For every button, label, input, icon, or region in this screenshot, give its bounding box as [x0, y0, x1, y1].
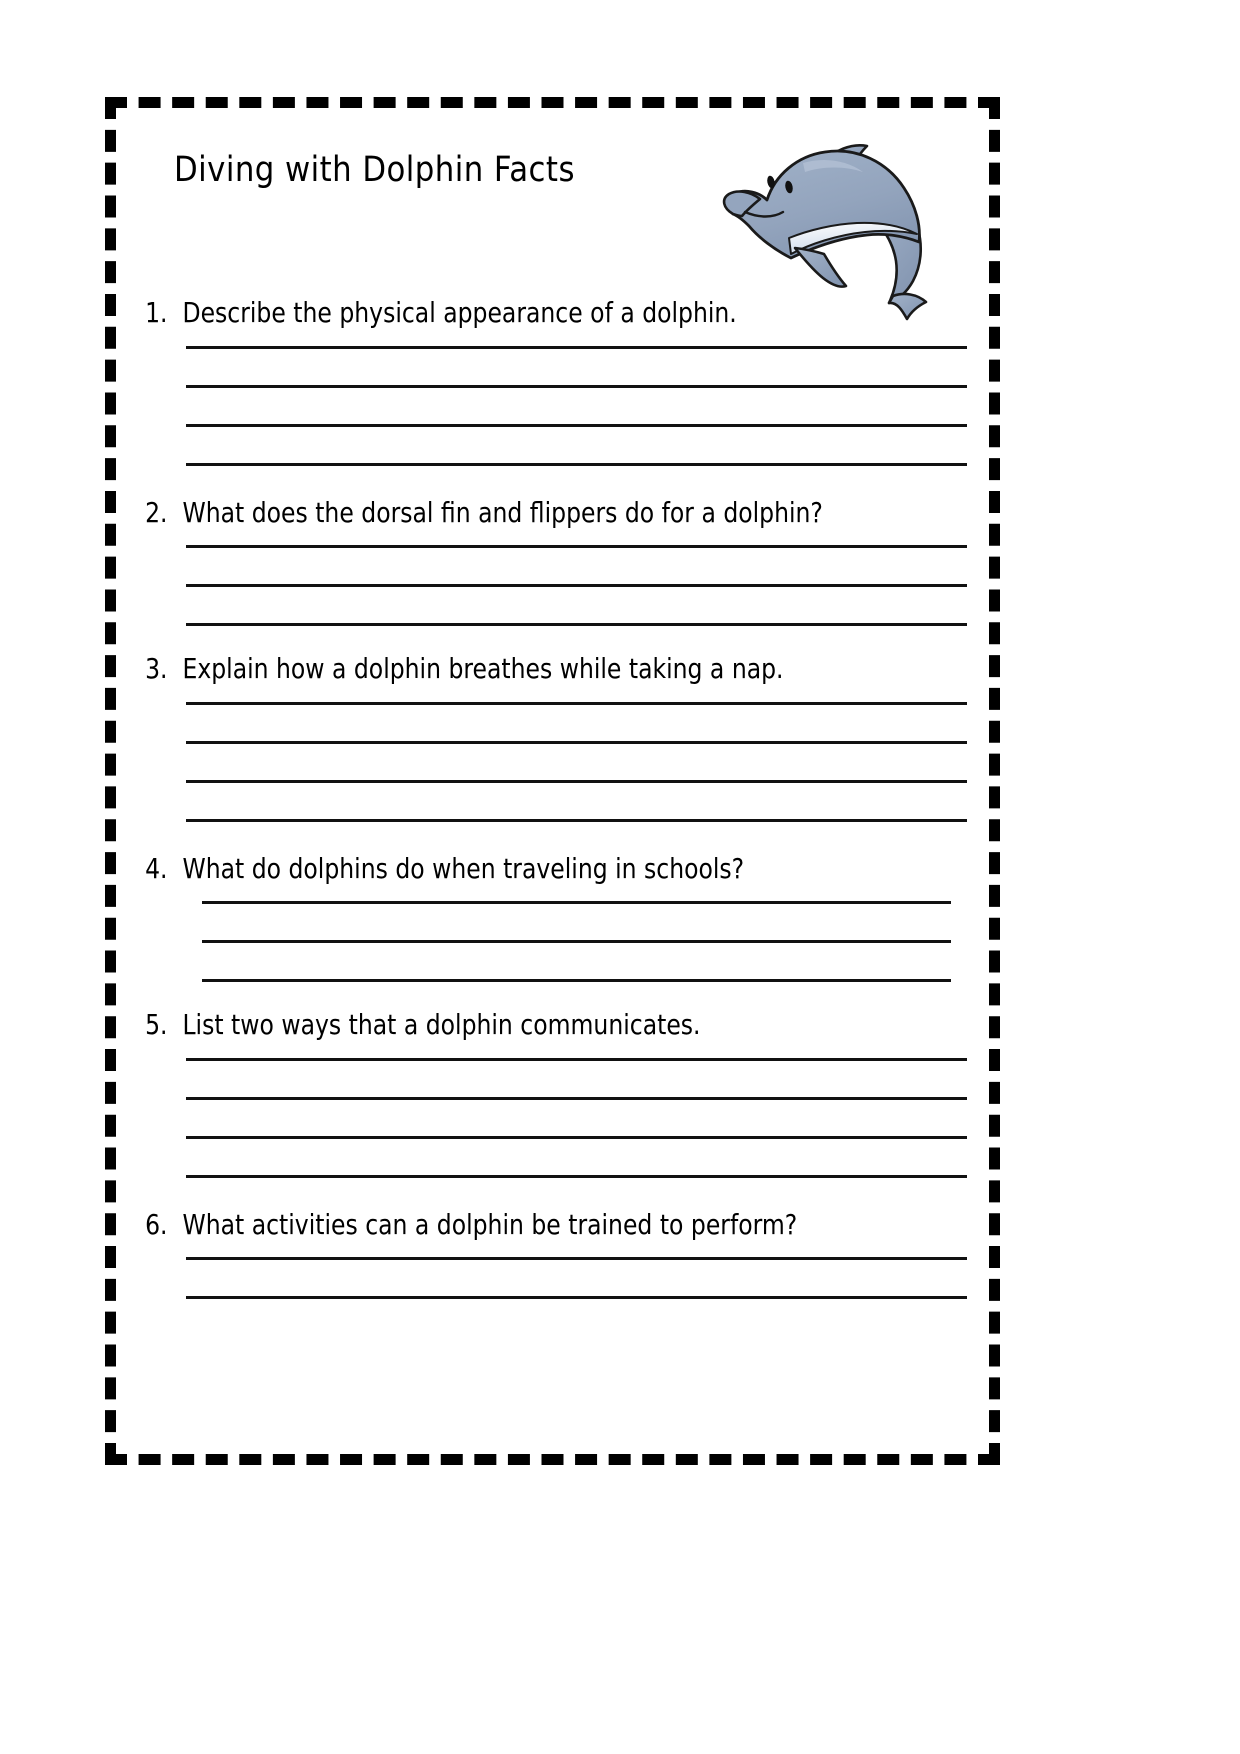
answer-line[interactable]: [186, 545, 967, 548]
question-spacer: [116, 626, 989, 656]
answer-lines-group: [116, 702, 989, 822]
question-prompt: What does the dorsal fin and flippers do for a dolphin?: [182, 496, 823, 529]
answer-lines-group: [116, 901, 989, 982]
worksheet-border-frame: [105, 97, 1000, 1465]
answer-lines-group: [116, 346, 989, 466]
answer-line[interactable]: [186, 1058, 967, 1061]
question-block: [116, 1009, 989, 1212]
answer-lines-group: [116, 1257, 989, 1299]
question-text: [116, 653, 862, 685]
answer-line[interactable]: [186, 385, 967, 388]
question-text: [116, 1009, 862, 1041]
answer-line[interactable]: [186, 424, 967, 427]
question-number: 1.: [145, 297, 168, 329]
question-number: 2.: [145, 496, 168, 529]
question-text: [116, 496, 862, 529]
question-block: [116, 297, 989, 500]
question-text: [116, 852, 862, 885]
question-prompt: What do dolphins do when traveling in schools?: [182, 852, 745, 885]
answer-lines-group: [116, 1058, 989, 1178]
answer-lines-group: [116, 545, 989, 626]
answer-line[interactable]: [202, 901, 951, 904]
answer-line[interactable]: [202, 940, 951, 943]
question-block: [116, 496, 989, 657]
answer-line[interactable]: [186, 1097, 967, 1100]
answer-line[interactable]: [186, 1136, 967, 1139]
question-text: [116, 297, 862, 329]
question-number: 6.: [145, 1208, 168, 1241]
answer-line[interactable]: [186, 346, 967, 349]
question-block: [116, 852, 989, 1013]
question-number: 4.: [145, 852, 168, 885]
dolphin-flipper-shape: [795, 248, 846, 287]
page-title: Diving with Dolphin Facts: [174, 150, 575, 190]
answer-line[interactable]: [186, 1257, 967, 1260]
dolphin-illustration: [671, 130, 951, 320]
question-number: 5.: [145, 1009, 168, 1041]
question-prompt: What activities can a dolphin be trained to perform?: [182, 1208, 798, 1241]
answer-line[interactable]: [186, 702, 967, 705]
question-prompt: Describe the physical appearance of a dolphin.: [182, 297, 737, 329]
worksheet-header: [116, 108, 989, 313]
question-spacer: [116, 466, 989, 500]
answer-line[interactable]: [186, 584, 967, 587]
answer-line[interactable]: [186, 741, 967, 744]
question-block: [116, 653, 989, 856]
question-prompt: List two ways that a dolphin communicates.: [182, 1009, 701, 1041]
questions-list: [116, 297, 989, 1329]
question-number: 3.: [145, 653, 168, 685]
question-text: [116, 1208, 862, 1241]
answer-line[interactable]: [186, 780, 967, 783]
question-spacer: [116, 982, 989, 1012]
question-spacer: [116, 1178, 989, 1212]
question-block: [116, 1208, 989, 1330]
question-spacer: [116, 822, 989, 856]
question-prompt: Explain how a dolphin breathes while taking a nap.: [182, 653, 784, 685]
question-spacer: [116, 1299, 989, 1329]
